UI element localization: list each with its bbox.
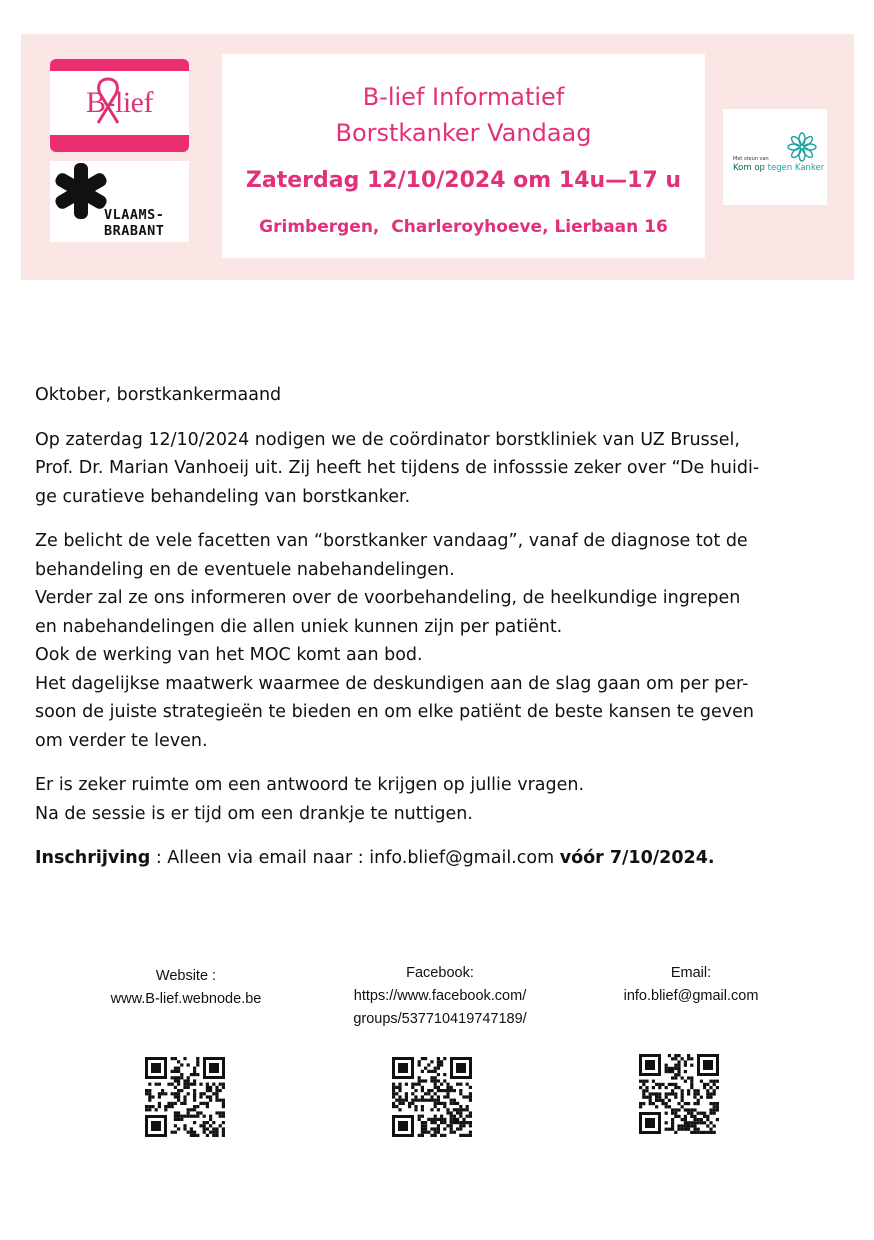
paragraph-registration xyxy=(35,844,847,873)
paragraph-content xyxy=(35,527,847,755)
paragraph-questions xyxy=(35,771,847,828)
website-link[interactable]: www.B-lief.webnode.be xyxy=(110,991,262,1007)
kotk-name-a: Kom op xyxy=(733,163,768,173)
body-text xyxy=(35,381,847,889)
kotk-support-text: Met steun van xyxy=(733,156,769,162)
kotk-name-b: tegen Kanker xyxy=(767,163,825,173)
content-line-8: om verder te leven. xyxy=(35,730,208,751)
vlaams-brabant-logo xyxy=(50,161,189,242)
speaker-line-1: Op zaterdag 12/10/2024 nodigen we de coördinator borstkliniek van UZ Brussel, xyxy=(35,429,740,450)
contact-email xyxy=(591,962,791,1008)
asterisk-icon xyxy=(52,161,112,221)
registration-line xyxy=(35,844,847,873)
facebook-link-line1[interactable]: https://www.facebook.com/ xyxy=(353,988,527,1004)
b-lief-logo-text: B-lief xyxy=(86,86,153,119)
content-line-6: Het dagelijkse maatwerk waarmee de deskundigen aan de slag gaan om per per- xyxy=(35,673,749,694)
facebook-qr-code[interactable] xyxy=(392,1057,472,1137)
vb-line2: BRABANT xyxy=(104,223,165,239)
kotk-name xyxy=(733,163,824,173)
content-line-3: Verder zal ze ons informeren over de voorbehandeling, de heelkundige ingrepen xyxy=(35,588,741,608)
intro-line: Oktober, borstkankermaand xyxy=(35,385,282,405)
event-location: Grimbergen, Charleroyhoeve, Lierbaan 16 xyxy=(259,217,668,237)
event-title: B-lief Informatief xyxy=(362,83,565,111)
event-title-box xyxy=(222,54,705,258)
pink-ribbon-icon xyxy=(88,75,128,131)
content-line-4: en nabehandelingen die allen uniek kunnen zijn per patiënt. xyxy=(35,616,563,637)
speaker-line-3: ge curatieve behandeling van borstkanker. xyxy=(35,486,411,507)
email-link[interactable]: info.blief@gmail.com xyxy=(623,988,759,1004)
b-lief-logo xyxy=(50,59,189,152)
flower-icon xyxy=(787,132,817,162)
vb-line1: VLAAMS- xyxy=(104,207,165,223)
vlaams-brabant-text xyxy=(104,207,164,239)
email-label: Email: xyxy=(670,965,712,981)
website-qr-code[interactable] xyxy=(145,1057,225,1137)
event-subtitle: Borstkanker Vandaag xyxy=(335,119,592,147)
content-line-2: behandeling en de eventuele nabehandelingen. xyxy=(35,559,455,580)
registration-deadline: vóór 7/10/2024. xyxy=(559,848,715,868)
event-date: Zaterdag 12/10/2024 om 14u—17 u xyxy=(245,168,682,193)
content-line-7: soon de juiste strategieën te bieden en om elke patiënt de beste kansen te geven xyxy=(35,702,755,722)
email-qr-code[interactable] xyxy=(639,1054,719,1134)
contact-website xyxy=(86,965,286,1011)
content-line-1: Ze belicht de vele facetten van “borstkanker vandaag”, vanaf de diagnose tot de xyxy=(35,531,748,551)
questions-line-1: Er is zeker ruimte om een antwoord te krijgen op jullie vragen. xyxy=(35,775,585,795)
facebook-link-line2[interactable]: groups/537710419747189/ xyxy=(353,1011,527,1027)
questions-line-2: Na de sessie is er tijd om een drankje te nuttigen. xyxy=(35,803,473,824)
contact-facebook xyxy=(320,962,560,1031)
speaker-line-2: Prof. Dr. Marian Vanhoeij uit. Zij heeft het tijdens de infosssie zeker over “De huidi- xyxy=(35,458,760,478)
paragraph-intro xyxy=(35,381,847,410)
content-line-5: Ook de werking van het MOC komt aan bod. xyxy=(35,645,423,665)
website-label: Website : xyxy=(155,968,217,984)
registration-text: : Alleen via email naar : info.blief@gmail.com xyxy=(150,848,560,868)
paragraph-speaker xyxy=(35,426,847,512)
registration-label: Inschrijving xyxy=(35,848,151,868)
facebook-label: Facebook: xyxy=(406,965,474,981)
kom-op-tegen-kanker-logo xyxy=(723,109,827,205)
